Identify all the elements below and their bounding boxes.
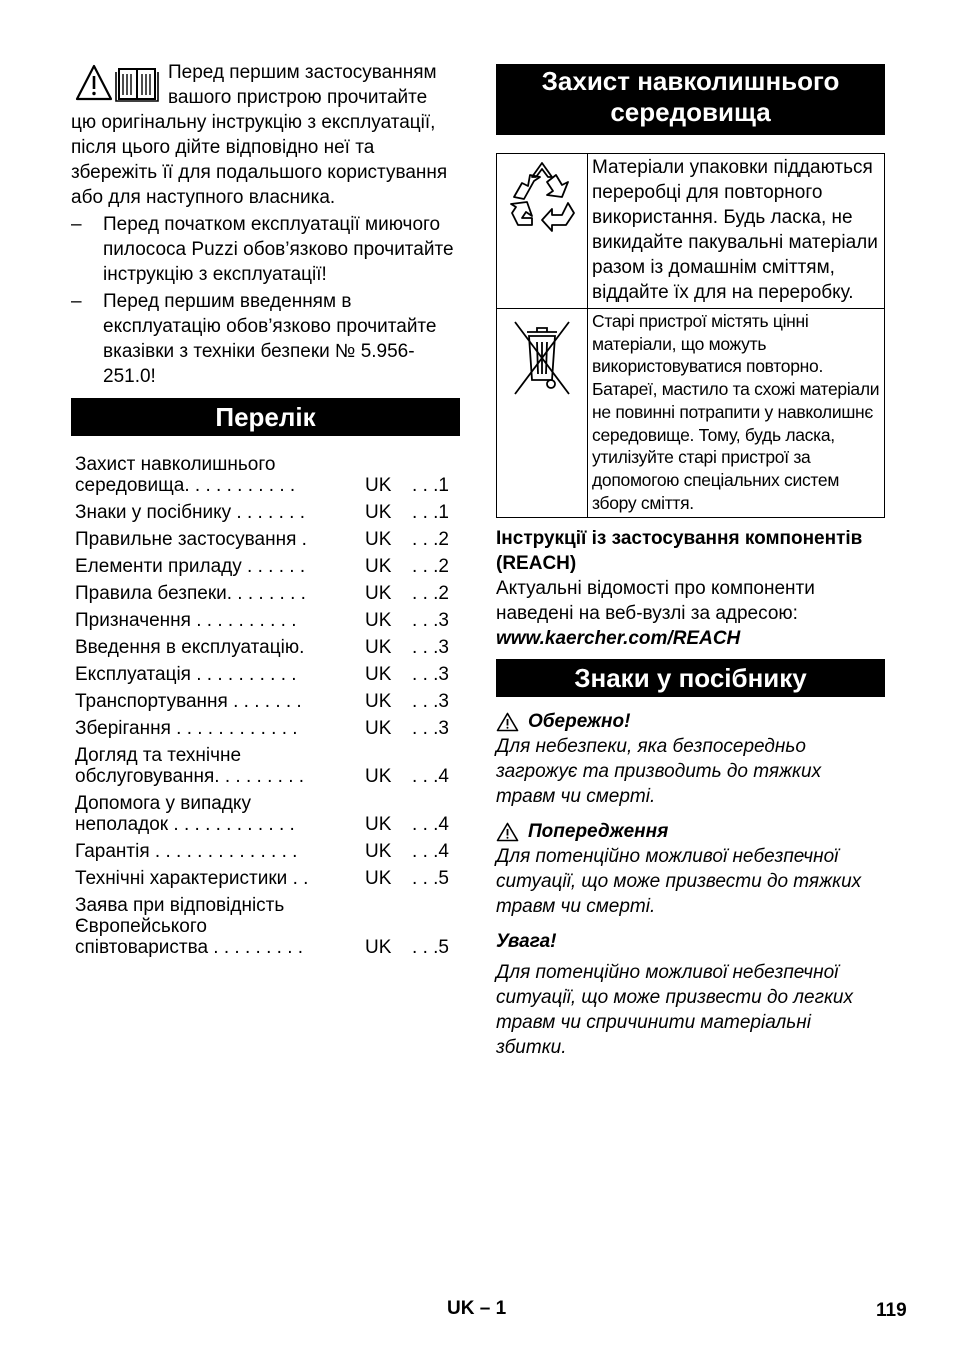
- toc-entry-page: . . .3: [412, 718, 449, 739]
- right-column: [496, 64, 885, 1060]
- toc-entry-page: . . .1: [412, 475, 449, 496]
- toc-entry-page: . . .2: [412, 583, 449, 604]
- toc-entry-lang: UK: [365, 664, 392, 685]
- toc-entry-page: . . .5: [412, 937, 449, 958]
- intro-bullet-1: [71, 212, 460, 287]
- intro-bullet-2: [71, 289, 460, 389]
- toc-entry[interactable]: [75, 454, 460, 496]
- caution-text: Для потенційно можливої небезпечної ситуації, що може призвести до легких травм чи спричинити матеріальні збитки.: [496, 962, 854, 1059]
- reach-url-link[interactable]: www.kaercher.com/REACH: [496, 628, 741, 650]
- toc-entry[interactable]: [75, 502, 460, 523]
- toc-entry-page: . . .4: [412, 766, 449, 787]
- toc-entry-page: . . .3: [412, 691, 449, 712]
- environment-table: [496, 153, 885, 518]
- bullet-text: Перед початком експлуатації миючого пилососа Puzzi обов’язково прочитайте інструкцію з експлуатації!: [103, 214, 454, 285]
- toc-entry-title: Допомога у випадку неполадок . . . . . . . . . . . .: [75, 793, 295, 835]
- devices-text: Старі пристрої містять цінні матеріали, що можуть використовуватися повторно. Батареї, мастило та схожі матеріали не повинні потрапити у навколишнє середовище. Тому, будь ласка, утилізуйте старі пристрої за допомогою спеціальних систем збору сміття.: [588, 309, 885, 518]
- devices-row: [497, 309, 885, 518]
- toc-entry[interactable]: [75, 529, 460, 550]
- toc-entry-title: Транспортування . . . . . . .: [75, 691, 302, 712]
- bullet-dash: –: [71, 291, 82, 312]
- toc-entry-title: Зберігання . . . . . . . . . . . .: [75, 718, 298, 739]
- toc-entry-title: Гарантія . . . . . . . . . . . . . .: [75, 841, 298, 862]
- toc-entry[interactable]: [75, 718, 460, 739]
- toc-entry-lang: UK: [365, 556, 392, 577]
- toc-entry-lang: UK: [365, 691, 392, 712]
- toc-entry[interactable]: [75, 745, 460, 787]
- warning-label: Попередження: [528, 821, 669, 843]
- toc-entry[interactable]: [75, 868, 460, 889]
- toc-entry-title: Правильне застосування .: [75, 529, 307, 550]
- intro-block: [71, 60, 460, 389]
- packaging-row: [497, 154, 885, 309]
- toc-entry-title: Догляд та технічне обслуговування. . . . . . . . .: [75, 745, 305, 787]
- footer-section: UK – 1: [447, 1298, 507, 1319]
- toc-entry-lang: UK: [365, 841, 392, 862]
- toc-entry-title: Технічні характеристики . .: [75, 868, 309, 889]
- toc-entry[interactable]: [75, 583, 460, 604]
- toc-entry-page: . . .3: [412, 610, 449, 631]
- reach-text: Актуальні відомості про компоненти наведені на веб-вузлі за адресою:: [496, 578, 815, 625]
- toc-entry-title: Експлуатація . . . . . . . . . .: [75, 664, 297, 685]
- table-of-contents: [71, 454, 460, 958]
- toc-entry[interactable]: [75, 895, 460, 958]
- recycling-icon-cell: [497, 154, 588, 309]
- toc-entry-lang: UK: [365, 637, 392, 658]
- toc-entry-page: . . .3: [412, 637, 449, 658]
- toc-entry-page: . . .5: [412, 868, 449, 889]
- danger-label: Обережно!: [528, 711, 631, 733]
- page-number: 119: [876, 1300, 907, 1321]
- toc-entry-lang: UK: [365, 502, 392, 523]
- left-column: [71, 60, 460, 964]
- warning-manual-icon: [75, 64, 161, 102]
- toc-entry-lang: UK: [365, 610, 392, 631]
- toc-entry-lang: UK: [365, 766, 392, 787]
- signs-heading: Знаки у посібнику: [496, 659, 885, 697]
- toc-entry[interactable]: [75, 556, 460, 577]
- bullet-text: Перед першим введенням в експлуатацію обов’язково прочитайте вказівки з техніки безпеки № 5.956-251.0!: [103, 291, 437, 387]
- warning-triangle-icon: [496, 712, 519, 732]
- toc-entry-title: Заява при відповідність Європейського співтовариства . . . . . . . . .: [75, 895, 304, 958]
- crossed-bin-icon: [507, 310, 577, 400]
- crossed-bin-icon-cell: [497, 309, 588, 518]
- toc-entry-lang: UK: [365, 529, 392, 550]
- toc-entry-title: Правила безпеки. . . . . . . .: [75, 583, 306, 604]
- warning-label-row: [496, 819, 885, 844]
- toc-heading: Перелік: [71, 398, 460, 436]
- caution-label: Увага!: [496, 931, 557, 953]
- warning-triangle-icon: [496, 822, 519, 842]
- toc-entry[interactable]: [75, 793, 460, 835]
- recycling-icon: [502, 155, 582, 247]
- danger-text: Для небезпеки, яка безпосередньо загрожує та призводить до тяжких травм чи смерті.: [496, 736, 822, 808]
- toc-entry[interactable]: [75, 610, 460, 631]
- packaging-text: Матеріали упаковки піддаються переробці для повторного використання. Будь ласка, не викидайте пакувальні матеріали разом із домашнім сміттям, віддайте їх для на переробку.: [588, 154, 885, 309]
- toc-entry-lang: UK: [365, 814, 392, 835]
- warning-text: Для потенційно можливої небезпечної ситуації, що може призвести до тяжких травм чи смерті.: [496, 846, 862, 918]
- toc-entry-title: Захист навколишнього середовища. . . . . . . . . . .: [75, 454, 296, 496]
- environment-heading: Захист навколишнього середовища: [496, 64, 885, 135]
- toc-entry-lang: UK: [365, 583, 392, 604]
- intro-first-lines: Перед першим застосуванням вашого пристрою прочитайте: [168, 62, 437, 108]
- toc-entry[interactable]: [75, 841, 460, 862]
- toc-entry[interactable]: [75, 637, 460, 658]
- toc-entry-title: Введення в експлуатацію.: [75, 637, 305, 658]
- danger-label-row: [496, 709, 885, 734]
- reach-heading: Інструкції із застосування компонентів (REACH): [496, 528, 863, 575]
- toc-entry-title: Елементи приладу . . . . . .: [75, 556, 306, 577]
- bullet-dash: –: [71, 214, 82, 235]
- toc-entry-page: . . .2: [412, 556, 449, 577]
- toc-entry-page: . . .4: [412, 814, 449, 835]
- toc-entry[interactable]: [75, 664, 460, 685]
- toc-entry-lang: UK: [365, 475, 392, 496]
- toc-entry-lang: UK: [365, 718, 392, 739]
- toc-entry-page: . . .3: [412, 664, 449, 685]
- toc-entry-page: . . .1: [412, 502, 449, 523]
- toc-entry-title: Призначення . . . . . . . . . .: [75, 610, 297, 631]
- toc-entry-lang: UK: [365, 937, 392, 958]
- toc-entry[interactable]: [75, 691, 460, 712]
- toc-entry-lang: UK: [365, 868, 392, 889]
- intro-text: цю оригінальну інструкцію з експлуатації, після цього дійте відповідно неї та збережіть її для подальшого користування або для наступного власника.: [71, 112, 448, 208]
- toc-entry-page: . . .4: [412, 841, 449, 862]
- toc-entry-title: Знаки у посібнику . . . . . . .: [75, 502, 306, 523]
- toc-entry-page: . . .2: [412, 529, 449, 550]
